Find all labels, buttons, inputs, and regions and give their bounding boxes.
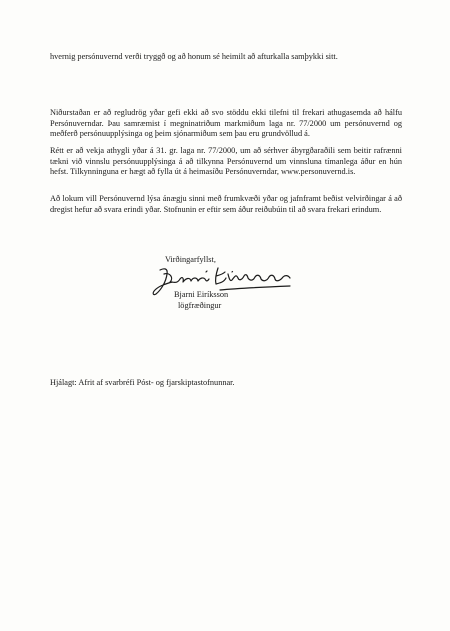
conclusion-paragraph: Niðurstaðan er að regludrög yðar gefi ekki að svo stöddu ekki tilefni til frekari athugasemda að hálfu Persónuverndar. Þau samræmist í megninatriðum markmiðum laga nr. 77/2000 um persónuvernd og meðferð persónuupplýsinga og þeim sjónarmiðum sem þau eru grundvöllud á. xyxy=(50,108,402,139)
signer-name: Bjarni Eiríksson xyxy=(174,290,229,299)
intro-line: hvernig persónuvernd verði tryggð og að honum sé heimilt að afturkalla samþykki sitt. xyxy=(50,52,338,61)
signer-title: lögfræðingur xyxy=(178,301,222,310)
regards-line: Virðingarfyllst, xyxy=(165,255,216,264)
attention-paragraph: Rétt er að vekja athygli yðar á 31. gr. laga nr. 77/2000, um að sérhver ábyrgðaraðili sem beitir rafrænni tækni við vinnslu persónuupplýsinga á að tilkynna Persónuvernd um vinnsluna tímanlega áður en hún hefst. Tilkynninguna er hægt að fylla út á heimasíðu Persónuverndar, www.personuvernd.is. xyxy=(50,146,402,177)
attachment-note: Hjálagt: Afrit af svarbréfi Póst- og fjarskiptastofnunnar. xyxy=(50,378,235,387)
closing-paragraph: Að lokum vill Persónuvernd lýsa ánægju sinni með frumkvæði yðar og jafnframt beðist velvirðingar á að dregist hefur að svara erindi yðar. Stofnunin er eftir sem áður reiðubúin til að svara frekari erindum. xyxy=(50,194,402,214)
